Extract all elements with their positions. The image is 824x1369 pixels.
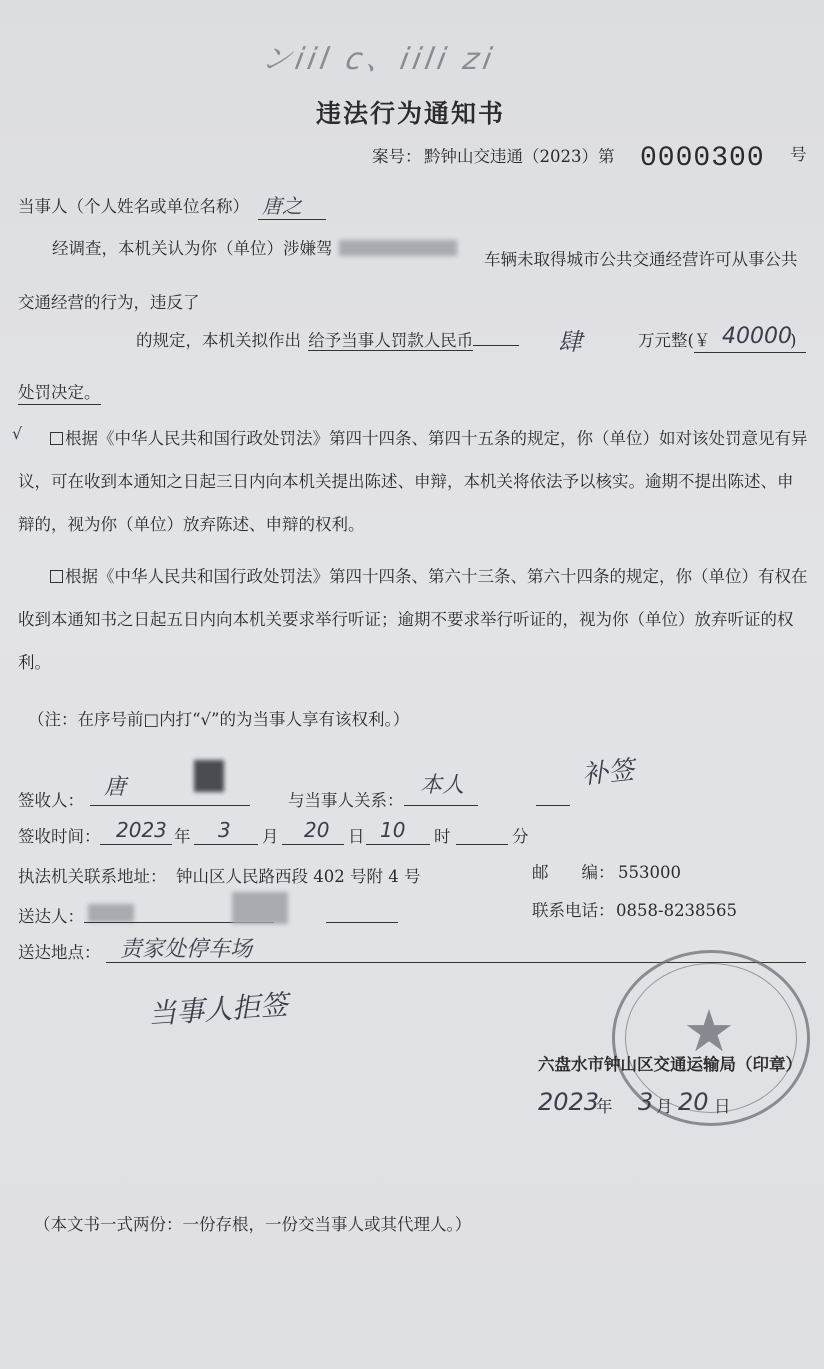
decision-text: 给予当事人罚款人民币 — [308, 331, 474, 350]
signer-underline — [90, 805, 250, 806]
sign-month-line — [194, 844, 258, 845]
amount-underline — [694, 352, 806, 353]
sign-year: 2023 — [116, 818, 167, 842]
amount-number: 40000 — [722, 324, 792, 349]
footer-note: （本文书一式两份：一份存根，一份交当事人或其代理人。） — [34, 1215, 472, 1234]
party-label: 当事人（个人姓名或单位名称） — [18, 197, 249, 216]
amount-unit: 万元整(￥ — [638, 331, 711, 350]
para1-text-d: 的规定，本机关拟作出 — [136, 331, 301, 350]
delivery-place-label: 送达地点： — [18, 943, 101, 962]
amount-close: ) — [790, 331, 797, 350]
issue-day-unit: 日 — [714, 1097, 731, 1116]
sign-day: 20 — [304, 818, 330, 842]
issue-year-unit: 年 — [596, 1097, 613, 1116]
document-title: 违法行为通知书 — [316, 99, 506, 128]
phone-label: 联系电话： — [532, 901, 615, 920]
issue-month: 3 — [638, 1088, 654, 1116]
para1-text-b: 车辆未取得城市公共交通经营许可从事公共交通经营的行为，违反了 — [18, 250, 798, 312]
refusal-note: 当事人拒签 — [147, 988, 290, 1031]
sign-hour-line — [366, 844, 430, 845]
sign-year-line — [100, 844, 172, 845]
issue-year: 2023 — [538, 1088, 600, 1116]
checkbox-1[interactable] — [50, 432, 63, 445]
sign-day-unit: 日 — [348, 827, 365, 846]
checkbox-2[interactable] — [50, 570, 63, 583]
issue-day: 20 — [678, 1088, 709, 1116]
delivery-place-value: 责家处停车场 — [120, 937, 253, 962]
phone-value: 0858-8238565 — [616, 901, 738, 920]
address-label: 执法机关联系地址： — [18, 867, 167, 886]
delivery-person-line-2 — [326, 922, 398, 923]
para3-text: 根据《中华人民共和国行政处罚法》第四十四条、第六十三条、第六十四条的规定，你（单位）有权在收到本通知书之日起五日内向本机关要求举行听证；逾期不要求举行听证的，视为你（单位）放弃听证的权利。 — [18, 567, 808, 672]
sign-time-label: 签收时间： — [18, 827, 101, 846]
para1-text-a: 经调查，本机关认为你（单位）涉嫌驾 — [52, 239, 333, 258]
sign-year-unit: 年 — [174, 827, 191, 846]
sign-minute-unit: 分 — [512, 827, 529, 846]
relation-underline-2 — [536, 805, 570, 806]
seal-star-icon: ★ — [683, 997, 735, 1065]
sign-hour-unit: 时 — [434, 827, 451, 846]
relation-label: 与当事人关系： — [288, 791, 404, 810]
delivery-person-redacted-1 — [88, 904, 134, 922]
para3 — [18, 555, 808, 684]
sign-month-unit: 月 — [262, 827, 279, 846]
case-prefix: 黔钟山交违通（2023）第 — [424, 147, 615, 166]
supplement-sign: 补签 — [580, 755, 636, 791]
postcode-label: 邮 编： — [532, 863, 615, 882]
sign-day-line — [282, 844, 344, 845]
check-mark-1: √ — [12, 424, 23, 443]
note: （注：在序号前□内打“√”的为当事人享有该权利。） — [28, 710, 410, 729]
signer-value: 唐 — [104, 775, 127, 800]
party-value: 唐之 — [258, 190, 326, 220]
para2 — [18, 417, 808, 546]
relation-value: 本人 — [420, 773, 465, 798]
para1-ending: 处罚决定。 — [18, 382, 101, 405]
signer-label: 签收人： — [18, 791, 84, 810]
case-number: 0000300 — [640, 143, 765, 174]
sign-hour: 10 — [380, 818, 406, 842]
sign-minute-line — [456, 844, 508, 845]
issuer-name: 六盘水市钟山区交通运输局（印章） — [538, 1055, 802, 1074]
relation-underline — [404, 805, 478, 806]
delivery-person-label: 送达人： — [18, 907, 84, 926]
issue-month-unit: 月 — [656, 1097, 673, 1116]
address-value: 钟山区人民路西段 402 号附 4 号 — [176, 867, 421, 886]
sign-month: 3 — [218, 818, 231, 842]
para2-text: 根据《中华人民共和国行政处罚法》第四十四条、第四十五条的规定，你（单位）如对该处罚意见有异议，可在收到本通知之日起三日内向本机关提出陈述、申辩，本机关将依法予以核实。逾期不提出陈述、申辩的，视为你（单位）放弃陈述、申辩的权利。 — [18, 429, 808, 534]
signer-redacted — [194, 760, 224, 792]
para1-decision-line — [18, 330, 519, 352]
postcode-value: 553000 — [618, 863, 681, 882]
case-suffix: 号 — [790, 145, 807, 164]
top-scrawl: ンiil c、iili zi — [258, 42, 499, 77]
case-label: 案号： — [372, 147, 422, 166]
delivery-person-redacted-2 — [232, 892, 288, 924]
amount-handwritten: 肆 — [558, 328, 582, 356]
